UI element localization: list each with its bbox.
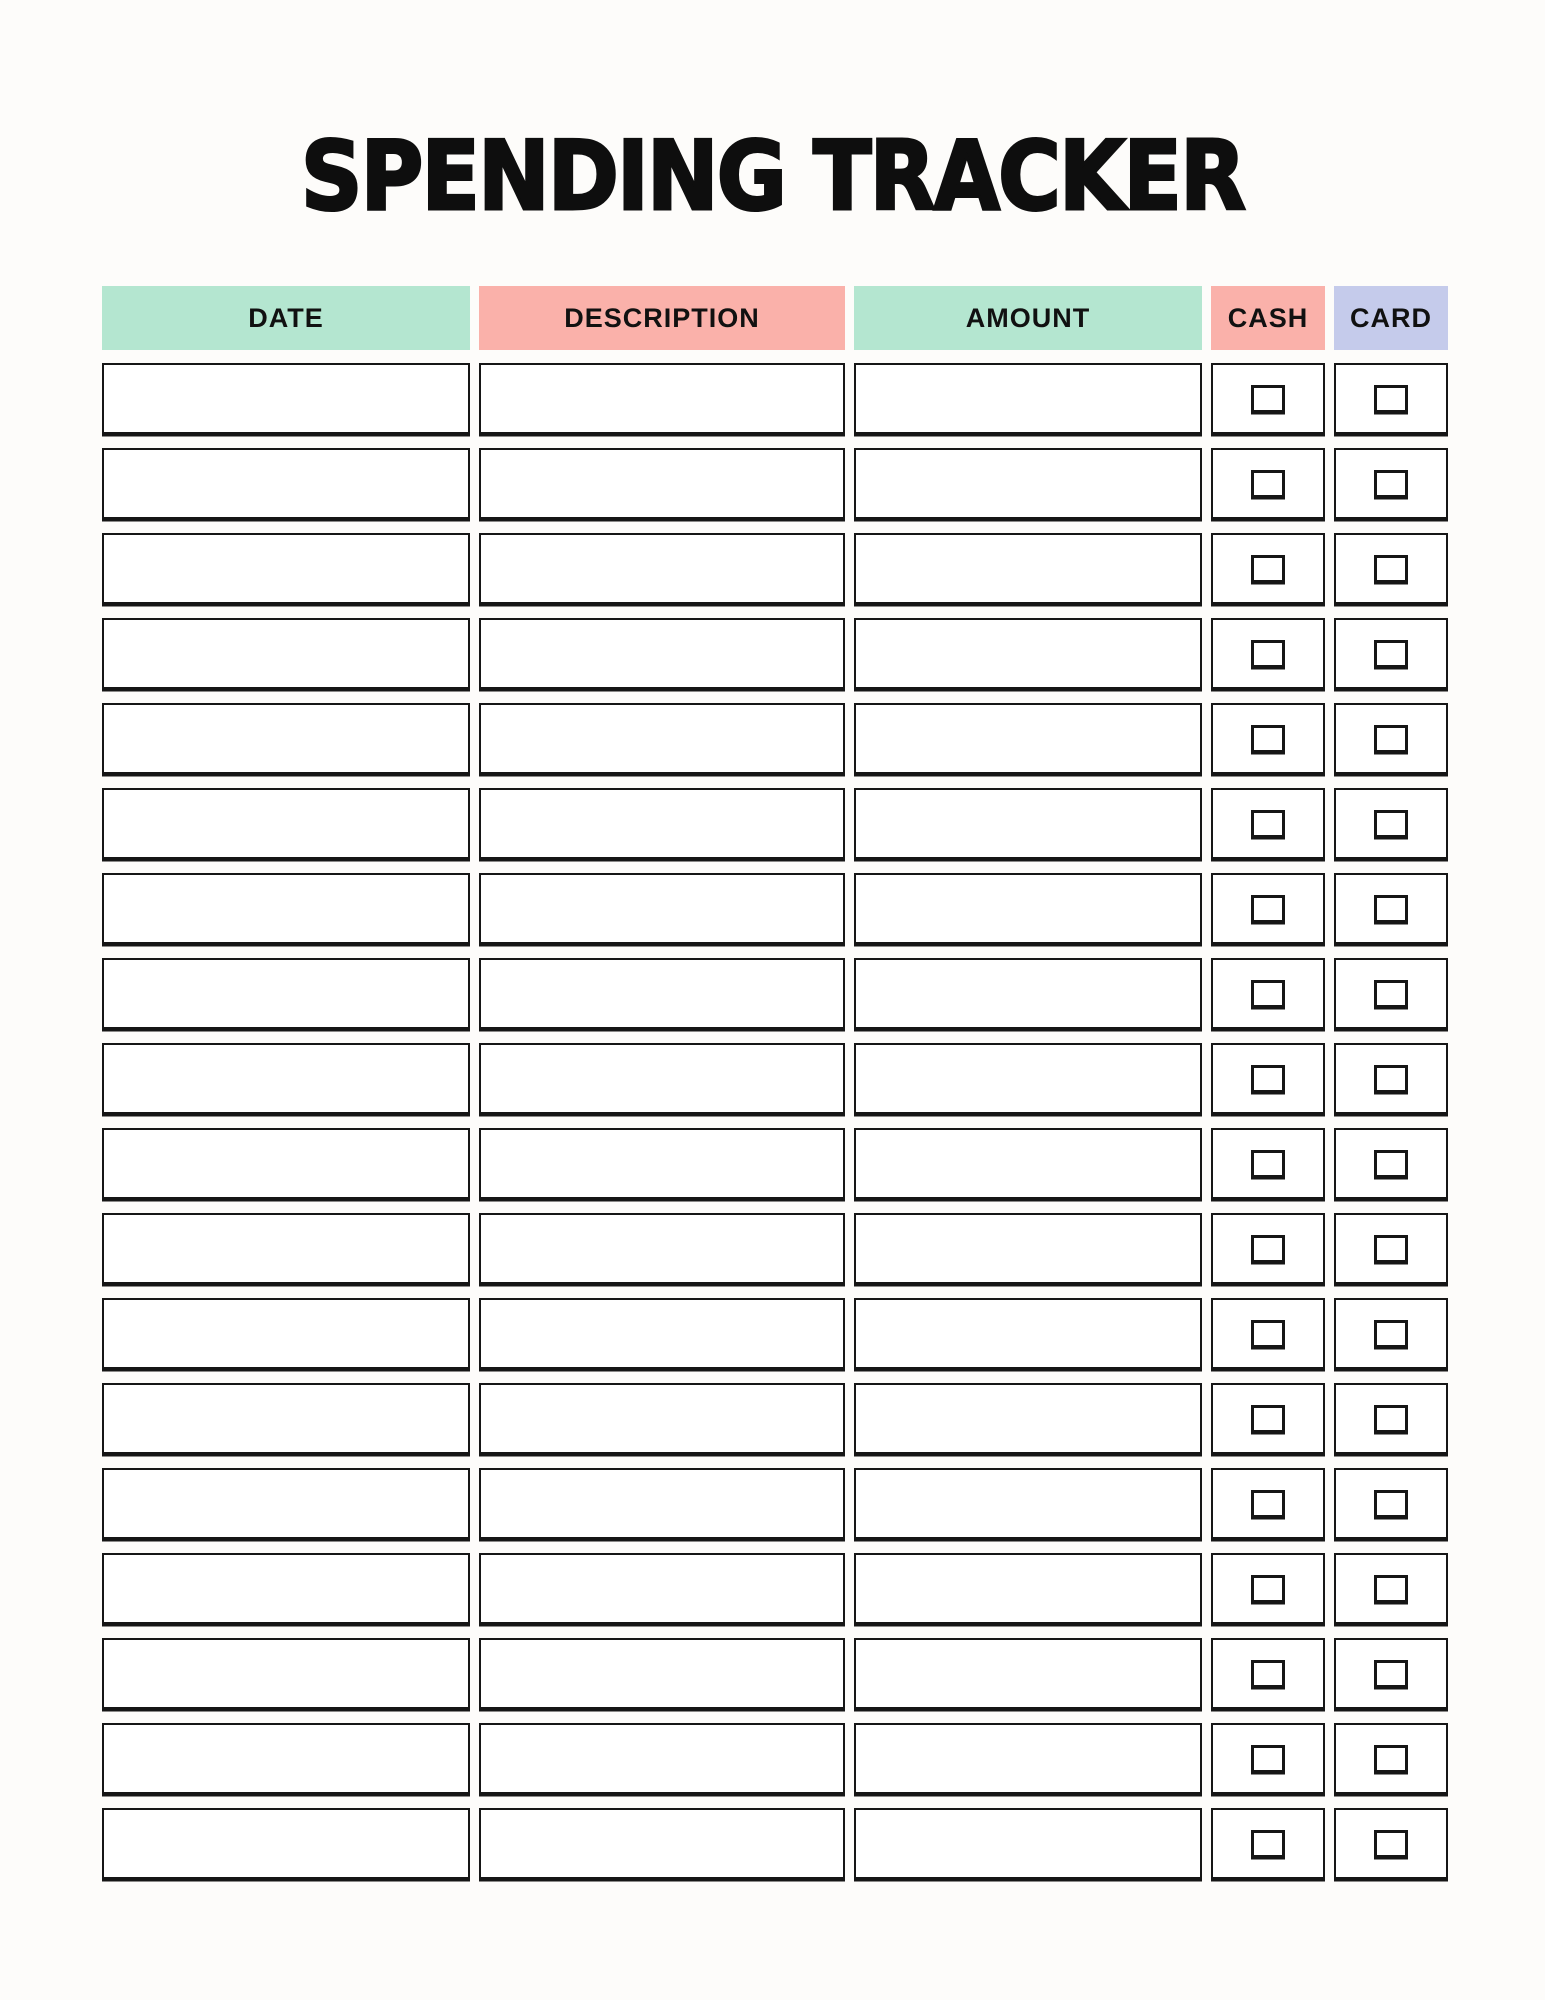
table-row [102,1128,1448,1199]
table-row [102,1808,1448,1879]
date-cell[interactable] [102,533,470,604]
description-cell[interactable] [479,1128,845,1199]
cash-cell [1211,958,1325,1029]
description-cell[interactable] [479,1638,845,1709]
table-row [102,363,1448,434]
amount-cell[interactable] [854,1723,1202,1794]
description-cell[interactable] [479,1213,845,1284]
card-cell [1334,1468,1448,1539]
cash-cell [1211,1723,1325,1794]
cash-cell [1211,448,1325,519]
cash-checkbox[interactable] [1251,1235,1285,1263]
cash-checkbox[interactable] [1251,895,1285,923]
table-row [102,1213,1448,1284]
cash-checkbox[interactable] [1251,555,1285,583]
amount-cell[interactable] [854,1298,1202,1369]
cash-checkbox[interactable] [1251,1660,1285,1688]
amount-cell[interactable] [854,788,1202,859]
amount-cell[interactable] [854,703,1202,774]
table-row [102,618,1448,689]
date-cell[interactable] [102,1383,470,1454]
amount-cell[interactable] [854,958,1202,1029]
cash-checkbox[interactable] [1251,1150,1285,1178]
cash-checkbox[interactable] [1251,725,1285,753]
card-cell [1334,618,1448,689]
card-checkbox[interactable] [1374,895,1408,923]
card-checkbox[interactable] [1374,1150,1408,1178]
table-row [102,1043,1448,1114]
column-header-description: DESCRIPTION [479,286,845,350]
cash-cell [1211,1553,1325,1624]
date-cell[interactable] [102,1128,470,1199]
card-checkbox[interactable] [1374,1745,1408,1773]
cash-cell [1211,788,1325,859]
date-cell[interactable] [102,1638,470,1709]
description-cell[interactable] [479,1723,845,1794]
amount-cell[interactable] [854,533,1202,604]
cash-checkbox[interactable] [1251,980,1285,1008]
cash-cell [1211,1298,1325,1369]
description-cell[interactable] [479,703,845,774]
description-cell[interactable] [479,1553,845,1624]
column-header-date: DATE [102,286,470,350]
description-cell[interactable] [479,788,845,859]
date-cell[interactable] [102,1808,470,1879]
card-checkbox[interactable] [1374,1830,1408,1858]
card-cell [1334,533,1448,604]
cash-checkbox[interactable] [1251,470,1285,498]
card-checkbox[interactable] [1374,1490,1408,1518]
card-checkbox[interactable] [1374,470,1408,498]
column-header-amount: AMOUNT [854,286,1202,350]
table-row [102,958,1448,1029]
column-header-cash: CASH [1211,286,1325,350]
table-row [102,1638,1448,1709]
cash-cell [1211,703,1325,774]
date-cell[interactable] [102,1553,470,1624]
card-checkbox[interactable] [1374,1660,1408,1688]
table-row [102,1298,1448,1369]
amount-cell[interactable] [854,1638,1202,1709]
description-cell[interactable] [479,533,845,604]
description-cell[interactable] [479,1298,845,1369]
description-cell[interactable] [479,1043,845,1114]
date-cell[interactable] [102,618,470,689]
date-cell[interactable] [102,703,470,774]
amount-cell[interactable] [854,363,1202,434]
table-row [102,788,1448,859]
card-cell [1334,1553,1448,1624]
table-row [102,1383,1448,1454]
cash-checkbox[interactable] [1251,1575,1285,1603]
card-cell [1334,788,1448,859]
card-cell [1334,1638,1448,1709]
table-row [102,533,1448,604]
card-checkbox[interactable] [1374,1235,1408,1263]
description-cell[interactable] [479,448,845,519]
cash-cell [1211,363,1325,434]
card-cell [1334,1043,1448,1114]
card-cell [1334,703,1448,774]
card-checkbox[interactable] [1374,980,1408,1008]
column-header-card: CARD [1334,286,1448,350]
description-cell[interactable] [479,618,845,689]
date-cell[interactable] [102,448,470,519]
cash-checkbox[interactable] [1251,810,1285,838]
card-cell [1334,1383,1448,1454]
date-cell[interactable] [102,1723,470,1794]
date-cell[interactable] [102,1043,470,1114]
cash-cell [1211,1383,1325,1454]
table-header-row [102,286,1448,350]
cash-checkbox[interactable] [1251,640,1285,668]
date-cell[interactable] [102,1213,470,1284]
cash-cell [1211,1468,1325,1539]
amount-cell[interactable] [854,618,1202,689]
table-row [102,1553,1448,1624]
description-cell[interactable] [479,363,845,434]
cash-checkbox[interactable] [1251,1065,1285,1093]
card-checkbox[interactable] [1374,1575,1408,1603]
cash-checkbox[interactable] [1251,385,1285,413]
amount-cell[interactable] [854,1128,1202,1199]
card-cell [1334,1128,1448,1199]
card-checkbox[interactable] [1374,385,1408,413]
card-checkbox[interactable] [1374,555,1408,583]
amount-cell[interactable] [854,1383,1202,1454]
cash-checkbox[interactable] [1251,1320,1285,1348]
card-cell [1334,1213,1448,1284]
cash-checkbox[interactable] [1251,1745,1285,1773]
cash-cell [1211,533,1325,604]
cash-checkbox[interactable] [1251,1830,1285,1858]
amount-cell[interactable] [854,1808,1202,1879]
cash-cell [1211,873,1325,944]
date-cell[interactable] [102,958,470,1029]
cash-cell [1211,1638,1325,1709]
amount-cell[interactable] [854,1553,1202,1624]
cash-cell [1211,1808,1325,1879]
spending-table [102,286,1448,1893]
card-checkbox[interactable] [1374,725,1408,753]
date-cell[interactable] [102,873,470,944]
table-row [102,1468,1448,1539]
cash-checkbox[interactable] [1251,1490,1285,1518]
date-cell[interactable] [102,1468,470,1539]
card-checkbox[interactable] [1374,1405,1408,1433]
table-row [102,448,1448,519]
card-checkbox[interactable] [1374,640,1408,668]
card-cell [1334,873,1448,944]
amount-cell[interactable] [854,1468,1202,1539]
table-row [102,873,1448,944]
card-checkbox[interactable] [1374,810,1408,838]
cash-cell [1211,1043,1325,1114]
description-cell[interactable] [479,958,845,1029]
cash-cell [1211,1128,1325,1199]
card-cell [1334,1723,1448,1794]
card-checkbox[interactable] [1374,1320,1408,1348]
card-cell [1334,958,1448,1029]
date-cell[interactable] [102,788,470,859]
cash-cell [1211,618,1325,689]
description-cell[interactable] [479,1468,845,1539]
description-cell[interactable] [479,1808,845,1879]
cash-checkbox[interactable] [1251,1405,1285,1433]
table-row [102,703,1448,774]
card-cell [1334,1808,1448,1879]
card-cell [1334,363,1448,434]
description-cell[interactable] [479,873,845,944]
table-row [102,1723,1448,1794]
page-title: SPENDING TRACKER [300,122,1245,232]
date-cell[interactable] [102,1298,470,1369]
amount-cell[interactable] [854,448,1202,519]
amount-cell[interactable] [854,873,1202,944]
card-checkbox[interactable] [1374,1065,1408,1093]
card-cell [1334,1298,1448,1369]
amount-cell[interactable] [854,1213,1202,1284]
card-cell [1334,448,1448,519]
cash-cell [1211,1213,1325,1284]
amount-cell[interactable] [854,1043,1202,1114]
date-cell[interactable] [102,363,470,434]
description-cell[interactable] [479,1383,845,1454]
table-body [102,363,1448,1879]
